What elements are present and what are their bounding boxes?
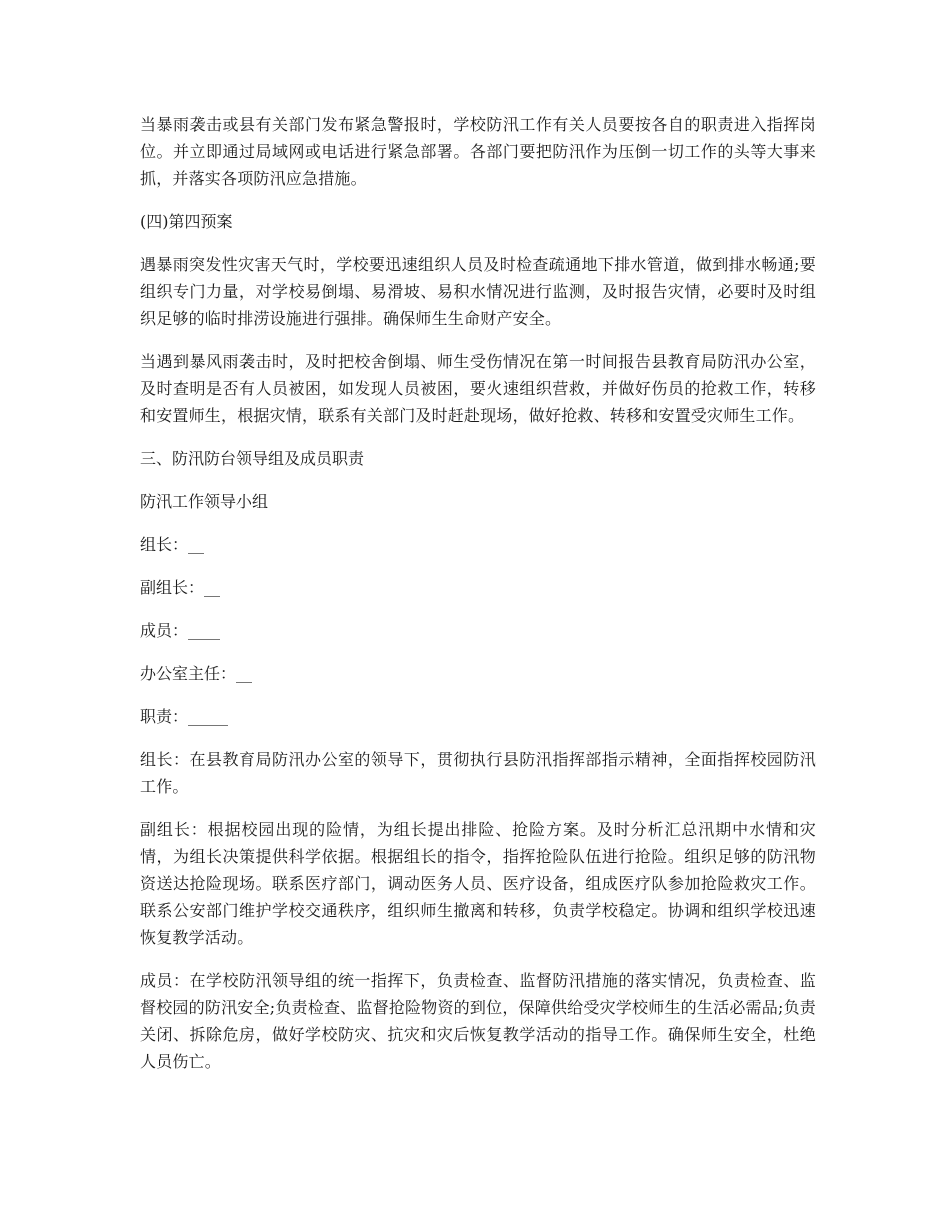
heading-fourth-plan: (四)第四预案	[140, 212, 233, 231]
document-page	[140, 111, 816, 1091]
paragraph-sudden-storm: 遇暴雨突发性灾害天气时，学校要迅速组织人员及时检查疏通地下排水管道，做到排水畅通;要组织专门力量，对学校易倒塌、易滑坡、易积水情况进行监测，及时报告灾情，必要时及时组织足够的临时排涝设施进行强排。确保师生生命财产安全。	[140, 255, 816, 328]
paragraph-leader-duties: 组长：在县教育局防汛办公室的领导下，贯彻执行县防汛指挥部指示精神，全面指挥校园防汛工作。	[140, 750, 816, 796]
field-group-leader: 组长：__	[140, 535, 205, 554]
field-deputy-leader: 副组长：__	[140, 578, 221, 597]
paragraph-emergency-alert: 当暴雨袭击或县有关部门发布紧急警报时，学校防汛工作有关人员要按各自的职责进入指挥岗位。并立即通过局域网或电话进行紧急部署。各部门要把防汛作为压倒一切工作的头等大事来抓，并落实各项防汛应急措施。	[140, 115, 816, 188]
paragraph-storm-report: 当遇到暴风雨袭击时，及时把校舍倒塌、师生受伤情况在第一时间报告县教育局防汛办公室，及时查明是否有人员被困，如发现人员被困，要火速组织营救，并做好伤员的抢救工作，转移和安置师生，根据灾情，联系有关部门及时赶赴现场，做好抢救、转移和安置受灾师生工作。	[140, 352, 816, 425]
heading-section-three: 三、防汛防台领导组及成员职责	[140, 449, 365, 468]
field-members: 成员：____	[140, 621, 221, 640]
paragraph-deputy-duties: 副组长：根据校园出现的险情，为组长提出排险、抢险方案。及时分析汇总汛期中水情和灾情，为组长决策提供科学依据。根据组长的指令，指挥抢险队伍进行抢险。组织足够的防汛物资送达抢险现场。联系医疗部门，调动医务人员、医疗设备，组成医疗队参加抢险救灾工作。联系公安部门维护学校交通秩序，组织师生撤离和转移，负责学校稳定。协调和组织学校迅速恢复教学活动。	[140, 820, 816, 947]
heading-leadership-group: 防汛工作领导小组	[140, 492, 269, 511]
paragraph-member-duties: 成员：在学校防汛领导组的统一指挥下，负责检查、监督防汛措施的落实情况，负责检查、监督校园的防汛安全;负责检查、监督抢险物资的到位，保障供给受灾学校师生的生活必需品;负责关闭、拆除危房，做好学校防灾、抗灾和灾后恢复教学活动的指导工作。确保师生安全，杜绝人员伤亡。	[140, 971, 816, 1071]
field-office-director: 办公室主任：__	[140, 664, 253, 683]
field-duties: 职责：_____	[140, 707, 229, 726]
